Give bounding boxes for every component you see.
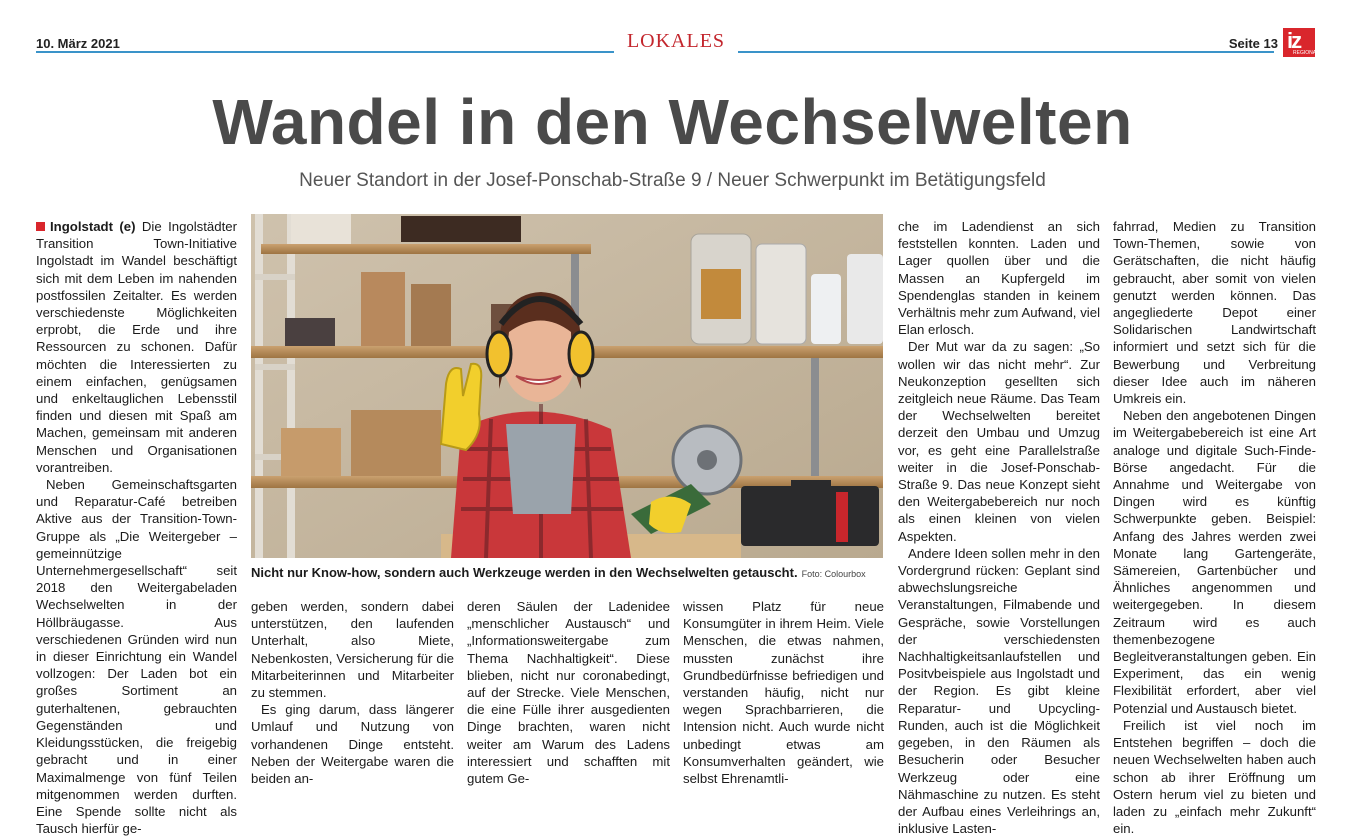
paragraph: geben werden, sondern dabei unterstützen, den laufenden Unterhalt, also Miete, Nebenkosten, Versicherung für die Mitarbeiterinnen und Mitarbeiter zu stemmen. [251,599,454,701]
dateline-marker-icon [36,222,45,231]
newspaper-logo [1283,28,1319,57]
article-photo [251,214,883,558]
issue-date: 10. März 2021 [36,36,120,51]
caption-text: Nicht nur Know-how, sondern auch Werkzeuge werden in den Wechselwelten getauscht. [251,565,798,580]
paragraph: fahrrad, Medien zu Transition Town-Themen, sowie von Gerätschaften, die nicht häufig gebraucht, aber somit von vielen genutzt werden können. Das angegliederte Depot einer Solidarischen Landwirtschaft informiert und setzt sich für die Bewerbung und Verbreitung dieser Idee auch im näheren Umkreis ein. [1113,219,1316,407]
paragraph: deren Säulen der Ladenidee „menschlicher Austausch“ und „Informationsweitergabe zum Thema Nachhaltigkeit“. Diese blieben, nicht nur coronabedingt, auf der Strecke. Viele Menschen, die eine Fülle ihrer ausgedienten Dinge brachten, waren nicht weiter am Warum des Ladens interessiert und schafften mit gutem Ge- [467,599,670,787]
article-subheadline: Neuer Standort in der Josef-Ponschab-Straße 9 / Neuer Schwerpunkt im Betätigungsfeld [299,170,1046,191]
logo-subtitle: REGIONAL [1293,50,1319,56]
article-column-4 [683,598,884,787]
paragraph: Es ging darum, dass längerer Umlauf und Nutzung von vorhandenen Dinge entsteht. Neben der Weitergabe waren die beiden an- [251,702,454,787]
paragraph: Neben Gemeinschaftsgarten und Reparatur-Café betreiben Aktive aus der Transition-Town-Gruppe als „Die Weitergeber – gemeinnützige Unternehmergesellschaft“ seit 2018 den Weitergabeladen Wechselwelten in der Höllbräugasse. Aus verschiedenen Gründen wird nun in dieser Einrichtung ein Wandel vollzogen: Der Laden bot ein großes Sortiment an guterhaltenen, gebrauchten Gegenständen und Kleidungsstücken, die freigebig gebracht und in einer Maximalmenge von fünf Teilen mitgenommen werden durften. Eine Spende sollte nicht als Tausch hierfür ge- [36,477,237,837]
section-title: LOKALES [626,30,726,52]
page-number: Seite 13 [1228,36,1278,51]
paragraph: che im Ladendienst an sich feststellen konnten. Laden und Lager quollen über und die Massen an Kupfergeld im Spendenglas standen in keinem Verhältnis mehr zum Aufwand, viel Elan erlosch. [898,219,1100,338]
paragraph: Der Mut war da zu sagen: „So wollen wir das nicht mehr“. Zur Neukonzeption gesellten sich zeitgleich neue Räume. Das Team der Wechselwelten bereitet derzeit den Umbau und Umzug vor, es geht eine Parallelstraße weiter in die Josef-Ponschab-Straße 9. Das neue Konzept sieht den Weitergabebereich nur noch als einen kleinen von vielen Aspekten. [898,339,1100,544]
photo-caption [251,565,891,580]
logo-letters: iz [1287,28,1301,53]
dateline: Ingolstadt (e) [50,219,136,234]
paragraph [36,218,237,476]
header-rule-left [36,51,614,53]
article-column-5 [898,218,1100,837]
paragraph: Andere Ideen sollen mehr in den Vordergrund rücken: Geplant sind abwechslungsreiche Veranstaltungen, Filmabende und Gespräche, sowie Vorstellungen der verschiedensten Nachhaltigkeitsanlaufstellen und Positvbeispiele aus Ingolstadt und der Region. Es gibt kleine Reparatur- und Upcycling-Runden, auch ist die Möglichkeit gegeben, in den Räumen als Besucherin oder Besucher Werkzeug oder eine Nähmaschine zu nutzen. Es steht der Aufbau eines Verleihrings an, inklusive Lasten- [898,545,1100,837]
paragraph-text: Die Ingolstädter Transition Town-Initiative Ingolstadt im Wandel beschäftigt sich mit dem Leben im nahenden postfossilen Zeitalter. Es werden verschiedenste Möglichkeiten erprobt, die Erde und ihre Ressourcen zu schonen. Dafür möchten die Interessierten zu einem einfachen, genügsamen und enkeltauglichen Lebensstil finden und diesen mit Spaß am Machen, gemeinsam mit anderen Menschen und Organisationen vorantreiben. [36,219,237,475]
header-rule-right [738,51,1274,53]
article-column-6 [1113,218,1316,837]
article-column-2 [251,598,454,787]
article-column-3 [467,598,670,787]
article-column-1 [36,218,237,837]
paragraph: wissen Platz für neue Konsumgüter in ihrem Heim. Viele Menschen, die etwas nahmen, mussten zunächst ihre Grundbedürfnisse befriedigen und verstanden häufig, nicht nur wegen Sprachbarrieren, die Intension nicht. Auch wurde nicht unbedingt etwas am Konsumverhalten geändert, wie selbst Ehrenamtli- [683,599,884,787]
paragraph: Neben den angebotenen Dingen im Weitergabebereich ist eine Art analoge und digitale Such-Finde-Börse angedacht. Für die Annahme und Weitergabe von Dingen wird es künftig Schwerpunkte geben. Beispiel: Anfang des Jahres werden zwei Monate lang Gartengeräte, Sämereien, Gartenbücher und Ähnliches angenommen und weitergegeben. In diesem Zeitraum wird es auch themenbezogene Begleitveranstaltungen geben. Ein Experiment, das ein wenig Flexibilität erfordert, aber viel Potenzial und Austausch bietet. [1113,408,1316,716]
paragraph: Freilich ist viel noch im Entstehen begriffen – doch die neuen Wechselwelten haben auch schon ab ihrer Eröffnung um Ostern herum viel zu bieten und laden zu „einfach mehr Zukunft“ ein. [1113,717,1316,837]
workshop-photo-illustration [251,214,883,558]
article-headline: Wandel in den Wechselwelten [212,86,1133,158]
photo-credit: Foto: Colourbox [801,569,866,579]
